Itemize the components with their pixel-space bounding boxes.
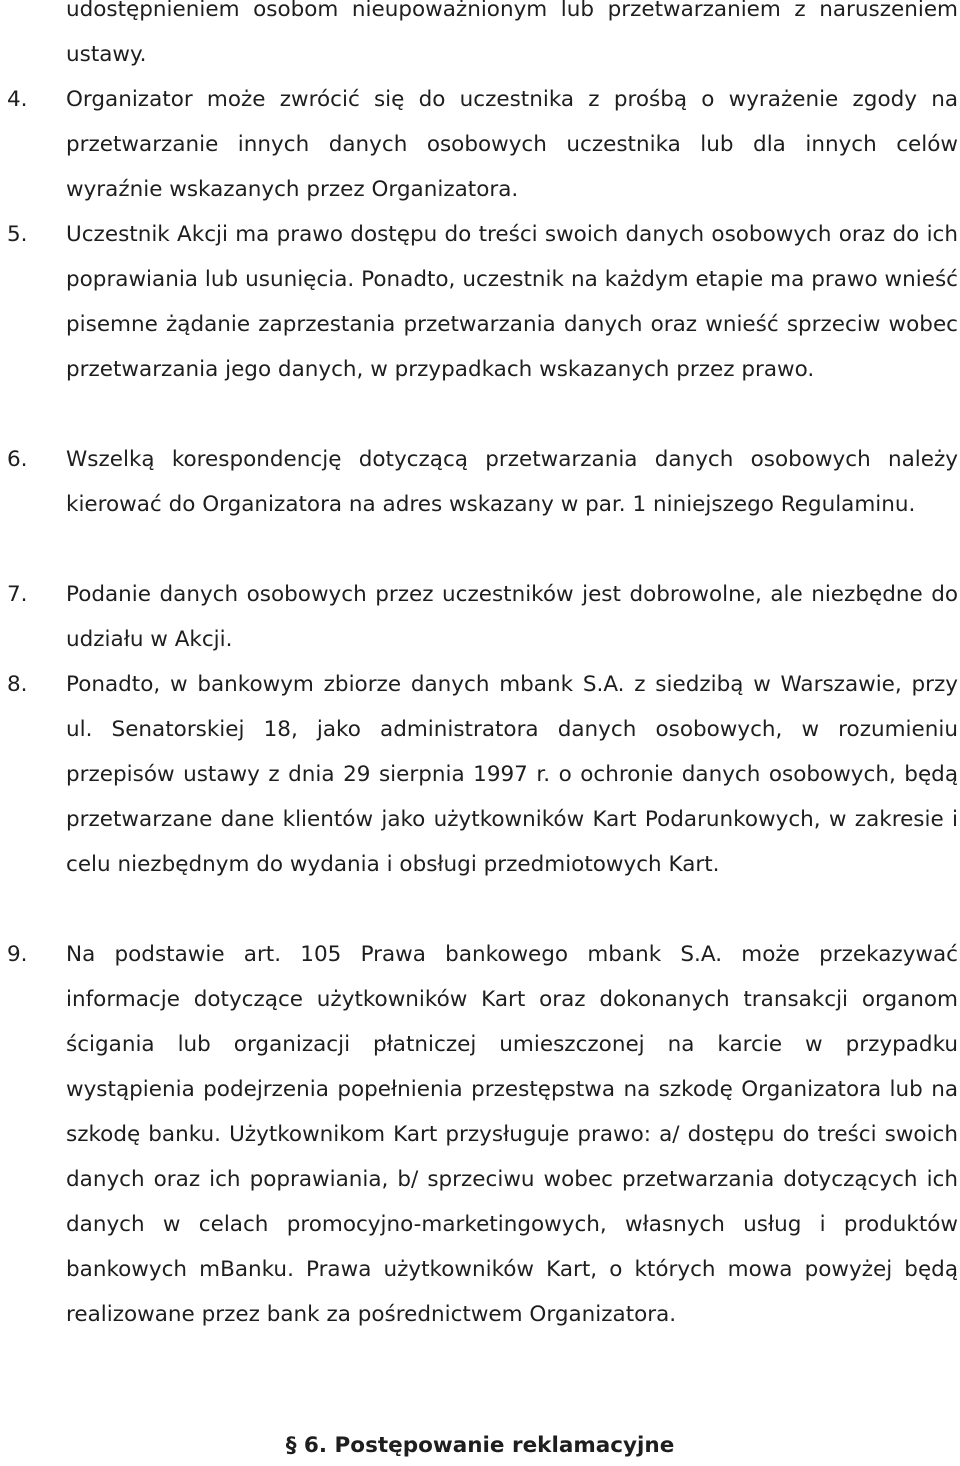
list-item [7,662,958,887]
item-text: Organizator może zwrócić się do uczestnika z prośbą o wyrażenie zgody na przetwarzanie innych danych osobowych uczestnika lub dla innych celów wyraźnie wskazanych przez Organizatora. [66,87,958,202]
item-text: Ponadto, w bankowym zbiorze danych mbank S.A. z siedzibą w Warszawie, przy ul. Senatorskiej 18, jako administratora danych osobowych, w rozumieniu przepisów ustawy z dnia 29 sierpnia 1997 r. o ochronie danych osobowych, będą przetwarzane dane klientów jako użytkowników Kart Podarunkowych, w zakresie i celu niezbędnym do wydania i obsługi przedmiotowych Kart. [66,672,958,877]
list-item [7,932,958,1337]
item-number: 8. [7,672,28,697]
item-number: 6. [7,447,28,472]
item-number: 5. [7,222,28,247]
item-text: Podanie danych osobowych przez uczestników jest dobrowolne, ale niezbędne do udziału w Akcji. [66,582,958,652]
section-heading: § 6. Postępowanie reklamacyjne [285,1433,675,1458]
list-item [7,212,958,392]
item-text: Uczestnik Akcji ma prawo dostępu do treści swoich danych osobowych oraz do ich poprawiania lub usunięcia. Ponadto, uczestnik na każdym etapie ma prawo wnieść pisemne żądanie zaprzestania przetwarzania danych oraz wnieść sprzeciw wobec przetwarzania jego danych, w przypadkach wskazanych przez prawo. [66,222,958,382]
continuation-paragraph: udostępnieniem osobom nieupoważnionym lub przetwarzaniem z naruszeniem ustawy. [66,0,958,67]
item-text: Wszelką korespondencję dotyczącą przetwarzania danych osobowych należy kierować do Organizatora na adres wskazany w par. 1 niniejszego Regulaminu. [66,447,958,517]
item-number: 9. [7,942,28,967]
list-item [7,437,958,527]
list-item [7,77,958,212]
item-number: 7. [7,582,28,607]
item-number: 4. [7,87,28,112]
item-text: Na podstawie art. 105 Prawa bankowego mbank S.A. może przekazywać informacje dotyczące użytkowników Kart oraz dokonanych transakcji organom ścigania lub organizacji płatniczej umieszczonej na karcie w przypadku wystąpienia podejrzenia popełnienia przestępstwa na szkodę Organizatora lub na szkodę banku. Użytkownikom Kart przysługuje prawo: a/ dostępu do treści swoich danych oraz ich poprawiania, b/ sprzeciwu wobec przetwarzania dotyczących ich danych w celach promocyjno-marketingowych, własnych usług i produktów bankowych mBanku. Prawa użytkowników Kart, o których mowa powyżej będą realizowane przez bank za pośrednictwem Organizatora. [66,942,958,1327]
list-item [7,572,958,662]
